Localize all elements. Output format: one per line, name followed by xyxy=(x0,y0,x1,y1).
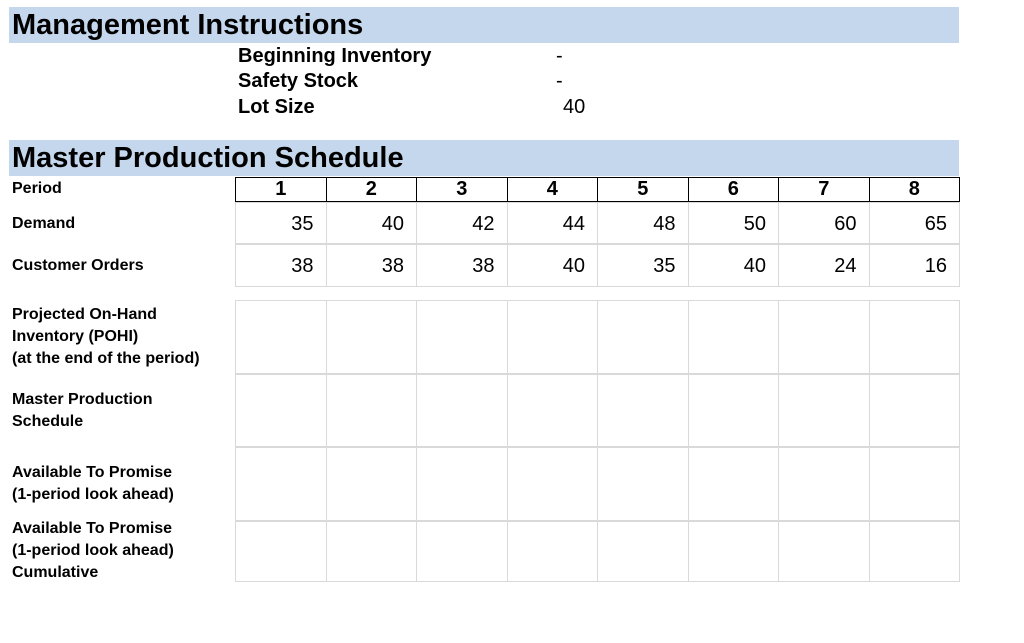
pohi-cell[interactable] xyxy=(416,300,508,374)
pohi-cell[interactable] xyxy=(597,300,689,374)
mps-cell[interactable] xyxy=(778,374,870,447)
pohi-label-line: (at the end of the period) xyxy=(12,350,200,367)
atp-cumulative-cell[interactable] xyxy=(235,521,327,582)
period-header-cell: 8 xyxy=(869,177,961,202)
customer-orders-label: Customer Orders xyxy=(12,257,144,274)
customer-orders-cell: 40 xyxy=(688,244,780,287)
demand-cell: 60 xyxy=(778,202,870,244)
period-header-cell: 3 xyxy=(416,177,508,202)
pohi-cell[interactable] xyxy=(688,300,780,374)
pohi-label-line: Inventory (POHI) xyxy=(12,328,139,345)
pohi-cell[interactable] xyxy=(869,300,961,374)
customer-orders-cell: 38 xyxy=(326,244,418,287)
atp-label-line: (1-period look ahead) xyxy=(12,486,174,503)
demand-cell: 42 xyxy=(416,202,508,244)
customer-orders-cell: 16 xyxy=(869,244,961,287)
demand-cell: 48 xyxy=(597,202,689,244)
atp-cumulative-cell[interactable] xyxy=(869,521,961,582)
atp-cell[interactable] xyxy=(235,447,327,521)
period-label: Period xyxy=(12,180,62,197)
atp-cell[interactable] xyxy=(416,447,508,521)
mps-row-label xyxy=(12,389,152,433)
mps-cell[interactable] xyxy=(507,374,599,447)
master-production-schedule-header xyxy=(9,140,959,176)
lot-size-value: 40 xyxy=(563,96,586,118)
atp-cell[interactable] xyxy=(507,447,599,521)
atp-cumulative-label xyxy=(12,518,174,584)
atp-label xyxy=(12,462,174,506)
pohi-label-line: Projected On-Hand xyxy=(12,306,157,323)
period-header-cell: 4 xyxy=(507,177,599,202)
beginning-inventory-label: Beginning Inventory xyxy=(238,45,432,67)
mps-cell[interactable] xyxy=(326,374,418,447)
pohi-cell[interactable] xyxy=(778,300,870,374)
period-header-cell: 1 xyxy=(235,177,327,202)
atp-cumulative-cell[interactable] xyxy=(688,521,780,582)
atp-cell[interactable] xyxy=(688,447,780,521)
customer-orders-cell: 40 xyxy=(507,244,599,287)
atp-cell[interactable] xyxy=(778,447,870,521)
atp-cell[interactable] xyxy=(597,447,689,521)
atp-cell[interactable] xyxy=(869,447,961,521)
atp-cumulative-cell[interactable] xyxy=(778,521,870,582)
demand-cell: 65 xyxy=(869,202,961,244)
management-instructions-title: Management Instructions xyxy=(12,9,364,41)
mps-row-label-line: Master Production xyxy=(12,391,153,408)
atp-cumulative-cell[interactable] xyxy=(597,521,689,582)
customer-orders-cell: 38 xyxy=(416,244,508,287)
demand-cell: 35 xyxy=(235,202,327,244)
beginning-inventory-value: - xyxy=(556,45,563,67)
atp-label-line: Available To Promise xyxy=(12,464,173,481)
customer-orders-cell: 38 xyxy=(235,244,327,287)
customer-orders-cell: 35 xyxy=(597,244,689,287)
mps-cell[interactable] xyxy=(869,374,961,447)
mps-row-label-line: Schedule xyxy=(12,413,84,430)
pohi-cell[interactable] xyxy=(507,300,599,374)
atp-cumulative-cell[interactable] xyxy=(507,521,599,582)
mps-cell[interactable] xyxy=(416,374,508,447)
atp-cumulative-cell[interactable] xyxy=(326,521,418,582)
demand-label: Demand xyxy=(12,215,76,232)
demand-cell: 40 xyxy=(326,202,418,244)
atp-cumulative-label-line: Available To Promise xyxy=(12,520,173,537)
period-header-cell: 2 xyxy=(326,177,418,202)
safety-stock-label: Safety Stock xyxy=(238,70,359,92)
demand-cell: 50 xyxy=(688,202,780,244)
management-instructions-header xyxy=(9,7,959,43)
safety-stock-value: - xyxy=(556,70,563,92)
mps-cell[interactable] xyxy=(688,374,780,447)
pohi-label xyxy=(12,304,200,370)
atp-cumulative-cell[interactable] xyxy=(416,521,508,582)
mps-cell[interactable] xyxy=(597,374,689,447)
period-header-cell: 7 xyxy=(778,177,870,202)
lot-size-label: Lot Size xyxy=(238,96,315,118)
demand-cell: 44 xyxy=(507,202,599,244)
master-production-schedule-title: Master Production Schedule xyxy=(12,142,404,174)
pohi-cell[interactable] xyxy=(326,300,418,374)
period-header-cell: 5 xyxy=(597,177,689,202)
customer-orders-cell: 24 xyxy=(778,244,870,287)
pohi-cell[interactable] xyxy=(235,300,327,374)
mps-cell[interactable] xyxy=(235,374,327,447)
period-header-cell: 6 xyxy=(688,177,780,202)
atp-cumulative-label-line: Cumulative xyxy=(12,564,99,581)
atp-cell[interactable] xyxy=(326,447,418,521)
atp-cumulative-label-line: (1-period look ahead) xyxy=(12,542,174,559)
